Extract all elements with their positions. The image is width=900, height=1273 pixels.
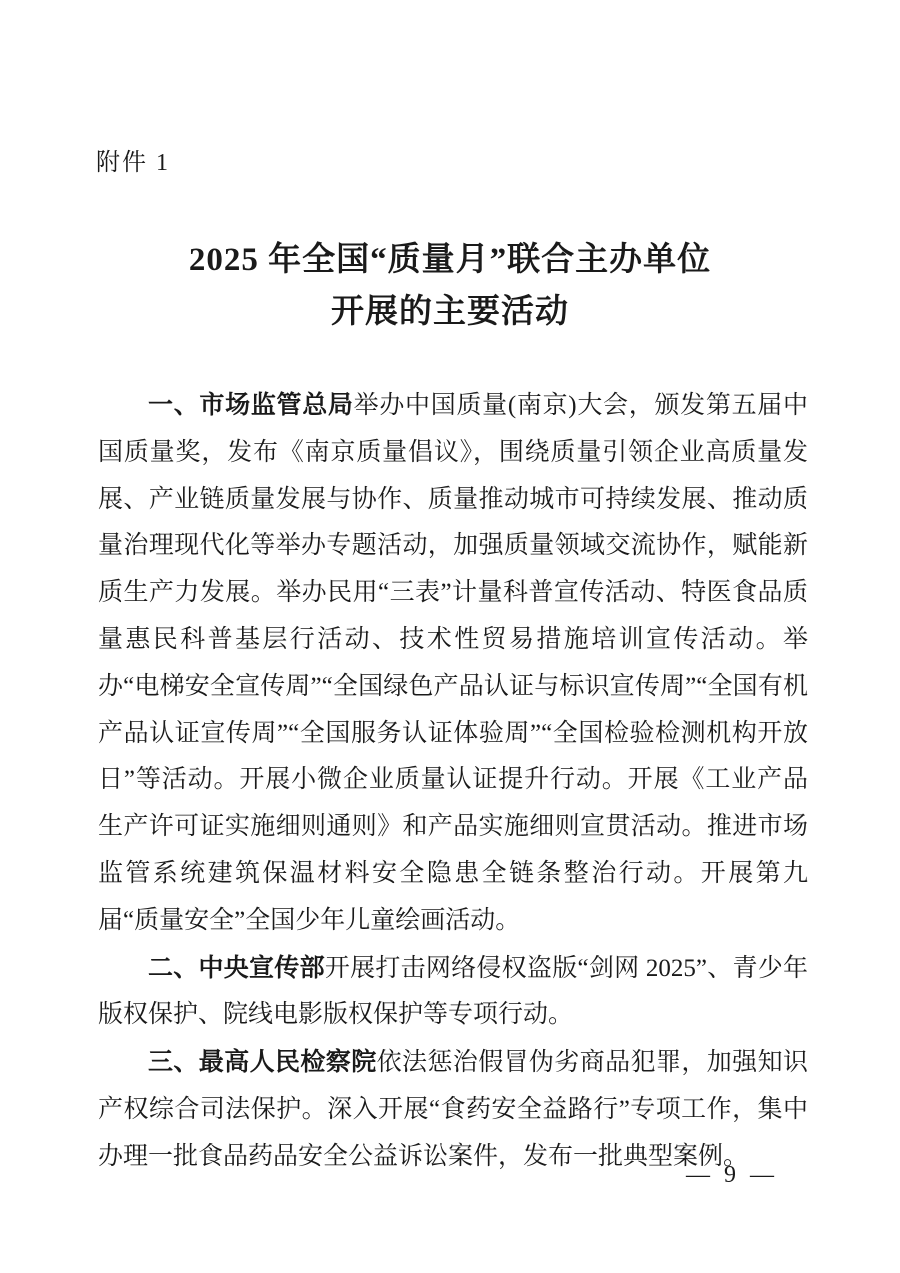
attachment-label: 附件 1 (96, 150, 170, 176)
paragraph-3-lead: 三、最高人民检察院 (148, 1048, 377, 1077)
paragraph-supreme-procuratorate (98, 1039, 808, 1180)
document-title-line1: 2025 年全国“质量月”联合主办单位 (188, 242, 712, 278)
paragraph-2-lead: 二、中央宣传部 (148, 953, 325, 982)
page-number: — 9 — (686, 1162, 778, 1188)
paragraph-1-lead: 一、市场监管总局 (148, 391, 354, 419)
paragraph-2-text: 开展打击网络侵权盗版“剑网 2025”、青少年版权保护、院线电影版权保护等专项行动。 (98, 954, 808, 1029)
paragraph-3-text: 依法惩治假冒伪劣商品犯罪，加强知识产权综合司法保护。深入开展“食药安全益路行”专项工作，集中办理一批食品药品安全公益诉讼案件，发布一批典型案例。 (98, 1049, 808, 1170)
document-title (0, 234, 900, 338)
document-body (98, 382, 808, 1181)
document-title-line2: 开展的主要活动 (331, 294, 569, 330)
paragraph-market-regulation (98, 382, 808, 945)
paragraph-central-propaganda (98, 945, 808, 1040)
paragraph-1-text: 举办中国质量(南京)大会，颁发第五届中国质量奖，发布《南京质量倡议》，围绕质量引领企业高质量发展、产业链质量发展与协作、质量推动城市可持续发展、推动质量治理现代化等举办专题活动，加强质量领域交流协作，赋能新质生产力发展。举办民用“三表”计量科普宣传活动、特医食品质量惠民科普基层行活动、技术性贸易措施培训宣传活动。举办“电梯安全宣传周”“全国绿色产品认证与标识宣传周”“全国有机产品认证宣传周”“全国服务认证体验周”“全国检验检测机构开放日”等活动。开展小微企业质量认证提升行动。开展《工业产品生产许可证实施细则通则》和产品实施细则宣贯活动。推进市场监管系统建筑保温材料安全隐患全链条整治行动。开展第九届“质量安全”全国少年儿童绘画活动。 (98, 392, 808, 934)
